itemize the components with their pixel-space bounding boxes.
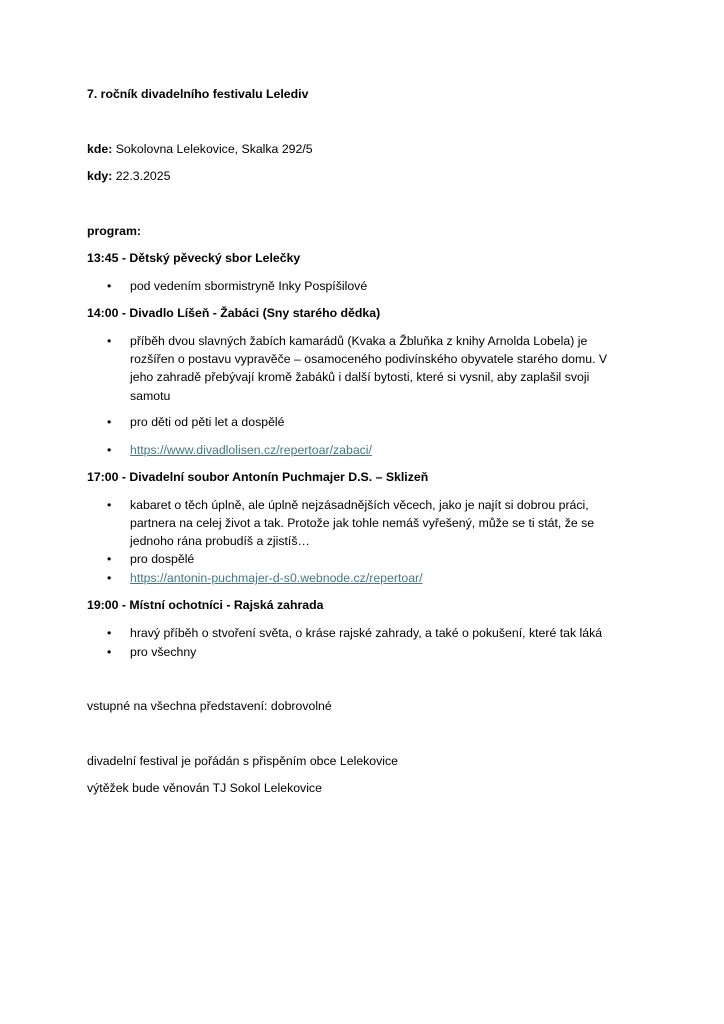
bullet-icon: • bbox=[107, 645, 112, 659]
program-item: kabaret o těch úplně, ale úplně nejzásadnějších věcech, jako je najít si dobrou práci, partnera na celej život a tak. Protože jak tohle nemáš vyřešený, může se ti stát, že se jednoho rána probudíš a zjistíš… bbox=[130, 498, 595, 549]
date-line bbox=[87, 168, 170, 185]
program-item: pro děti od pěti let a dospělé bbox=[130, 415, 285, 429]
sponsor-note: divadelní festival je pořádán s přispěním obce Lelekovice bbox=[87, 754, 399, 768]
link-item bbox=[130, 441, 630, 459]
program-heading: 17:00 - Divadelní soubor Antonín Puchmajer D.S. – Sklizeň bbox=[87, 470, 429, 484]
puchmajer-link[interactable]: https://antonin-puchmajer-d-s0.webnode.cz/repertoar/ bbox=[130, 571, 423, 585]
bullet-icon: • bbox=[107, 443, 112, 457]
link-item bbox=[130, 569, 630, 587]
bullet-icon: • bbox=[107, 334, 112, 348]
bullet-icon: • bbox=[107, 279, 112, 293]
program-heading: 19:00 - Místní ochotníci - Rajská zahrada bbox=[87, 598, 324, 612]
bullet-icon: • bbox=[107, 626, 112, 640]
program-heading: 13:45 - Dětský pěvecký sbor Lelečky bbox=[87, 251, 301, 265]
date-value: 22.3.2025 bbox=[112, 169, 171, 183]
program-label: program: bbox=[87, 224, 141, 238]
program-item: pro dospělé bbox=[130, 552, 195, 566]
venue-value: Sokolovna Lelekovice, Skalka 292/5 bbox=[112, 142, 313, 156]
program-item: hravý příběh o stvoření světa, o kráse rajské zahrady, a také o pokušení, které tak láká bbox=[130, 626, 603, 640]
program-heading: 14:00 - Divadlo Líšeň - Žabáci (Sny starého dědka) bbox=[87, 306, 381, 320]
program-item: příběh dvou slavných žabích kamarádů (Kvaka a Žbluňka z knihy Arnolda Lobela) je rozšířen o postavu vypravěče – osamoceného podivínského obyvatele starého domu. V jeho zahradě přebývají kromě žabáků i další bytosti, které si vysnil, aby zaplašil svoji samotu bbox=[130, 334, 608, 403]
bullet-icon: • bbox=[107, 571, 112, 585]
divadlo-lisen-link[interactable]: https://www.divadlolisen.cz/repertoar/zabaci/ bbox=[130, 443, 372, 457]
bullet-icon: • bbox=[107, 552, 112, 566]
venue-line bbox=[87, 141, 313, 158]
program-item: pod vedením sbormistryně Inky Pospíšilové bbox=[130, 279, 368, 293]
venue-label: kde: bbox=[87, 142, 113, 156]
date-label: kdy: bbox=[87, 169, 113, 183]
bullet-icon: • bbox=[107, 415, 112, 429]
proceeds-note: výtěžek bude věnován TJ Sokol Lelekovice bbox=[87, 781, 322, 795]
program-item: pro všechny bbox=[130, 645, 197, 659]
admission-note: vstupné na všechna představení: dobrovolné bbox=[87, 699, 332, 713]
document-title: 7. ročník divadelního festivalu Lelediv bbox=[87, 87, 309, 101]
bullet-icon: • bbox=[107, 498, 112, 512]
